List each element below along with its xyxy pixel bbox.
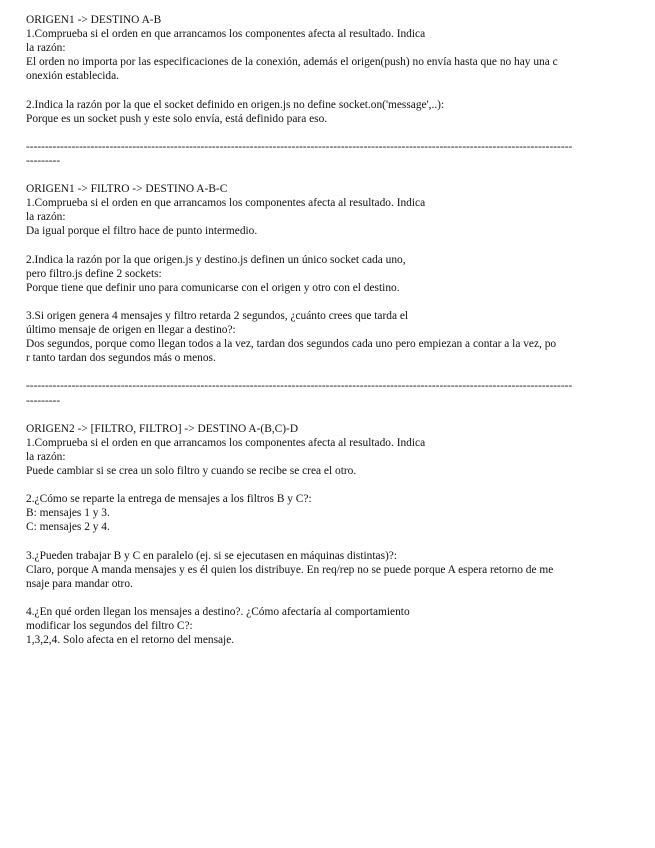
question-line: la razón: bbox=[26, 211, 66, 224]
blank-line bbox=[26, 478, 626, 492]
question-line: 3.Si origen genera 4 mensajes y filtro retarda 2 segundos, ¿cuánto crees que tarda el bbox=[26, 309, 409, 322]
answer-line: Claro, porque A manda mensajes y es él quien los distribuye. En req/rep no se puede porque A espera retorno de me bbox=[26, 563, 554, 576]
question-line: 2.Indica la razón por la que origen.js y destino.js definen un único socket cada uno, bbox=[26, 253, 406, 266]
question-line: 1.Comprueba si el orden en que arrancamos los componentes afecta al resultado. Indica bbox=[26, 28, 426, 41]
section-title: ORIGEN1 -> DESTINO A-B bbox=[26, 14, 162, 26]
question-line: 3.¿Pueden trabajar B y C en paralelo (ej. si se ejecutasen en máquinas distintas)?: bbox=[26, 549, 398, 562]
answer-line: Da igual porque el filtro hace de punto intermedio. bbox=[26, 225, 258, 238]
answer-line: Porque es un socket push y este solo envía, está definido para eso. bbox=[26, 112, 328, 125]
section-title: ORIGEN2 -> [FILTRO, FILTRO] -> DESTINO A-(B,C)-D bbox=[26, 422, 299, 435]
separator-line-continuation: --------- bbox=[26, 154, 61, 167]
question-line: 1.Comprueba si el orden en que arrancamos los componentes afecta al resultado. Indica bbox=[26, 436, 426, 449]
blank-line bbox=[26, 295, 626, 309]
separator-line: ------------------------------------------------------------------------------------------------------------------------------------------------ bbox=[26, 380, 573, 393]
answer-line: El orden no importa por las especificaciones de la conexión, además el origen(push) no envía hasta que no hay una c bbox=[26, 56, 558, 69]
question-line: la razón: bbox=[26, 450, 66, 463]
blank-line bbox=[26, 239, 626, 253]
blank-line bbox=[26, 126, 626, 140]
section bbox=[26, 13, 626, 126]
blank-line bbox=[26, 591, 626, 605]
answer-line: r tanto tardan dos segundos más o menos. bbox=[26, 352, 216, 365]
answer-line: Porque tiene que definir uno para comunicarse con el origen y otro con el destino. bbox=[26, 281, 400, 294]
answer-line: onexión establecida. bbox=[26, 70, 119, 83]
question-line: 1.Comprueba si el orden en que arrancamos los componentes afecta al resultado. Indica bbox=[26, 197, 426, 210]
question-line: 4.¿En qué orden llegan los mensajes a destino?. ¿Cómo afectaría al comportamiento bbox=[26, 605, 410, 618]
separator-line: ------------------------------------------------------------------------------------------------------------------------------------------------ bbox=[26, 140, 573, 153]
answer-line: nsaje para mandar otro. bbox=[26, 577, 133, 590]
section bbox=[26, 422, 626, 648]
question-line: la razón: bbox=[26, 42, 66, 55]
question-line: 2.Indica la razón por la que el socket definido en origen.js no define socket.on('message',..): bbox=[26, 98, 445, 111]
document-body bbox=[26, 13, 626, 647]
question-line: 2.¿Cómo se reparte la entrega de mensajes a los filtros B y C?: bbox=[26, 493, 312, 506]
answer-line: B: mensajes 1 y 3. bbox=[26, 507, 110, 520]
blank-line bbox=[26, 534, 626, 548]
answer-line: 1,3,2,4. Solo afecta en el retorno del mensaje. bbox=[26, 634, 235, 647]
question-line: pero filtro.js define 2 sockets: bbox=[26, 267, 162, 280]
blank-line bbox=[26, 365, 626, 379]
blank-line bbox=[26, 168, 626, 182]
answer-line: Dos segundos, porque como llegan todos a la vez, tardan dos segundos cada uno pero empiezan a contar a la vez, po bbox=[26, 338, 557, 351]
section-title: ORIGEN1 -> FILTRO -> DESTINO A-B-C bbox=[26, 183, 228, 196]
blank-line bbox=[26, 408, 626, 422]
separator-line-continuation: --------- bbox=[26, 394, 61, 407]
section bbox=[26, 182, 626, 365]
question-line: modificar los segundos del filtro C?: bbox=[26, 620, 193, 633]
question-line: último mensaje de origen en llegar a destino?: bbox=[26, 324, 236, 337]
blank-line bbox=[26, 83, 626, 97]
answer-line: Puede cambiar si se crea un solo filtro y cuando se recibe se crea el otro. bbox=[26, 465, 357, 477]
answer-line: C: mensajes 2 y 4. bbox=[26, 521, 110, 534]
